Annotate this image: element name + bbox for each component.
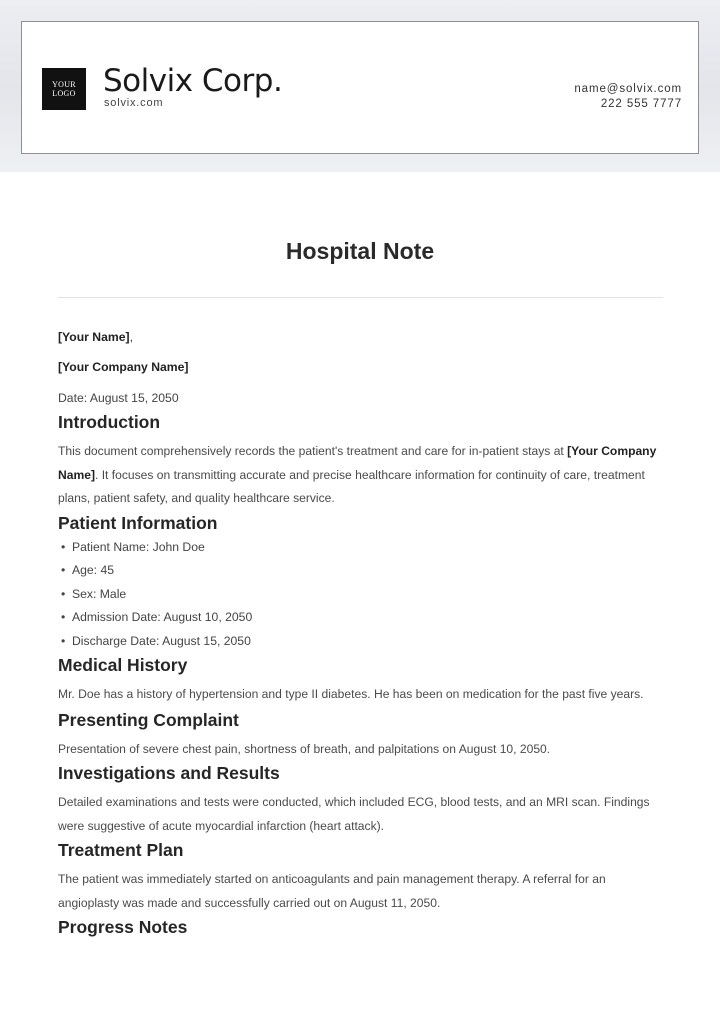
company-logo bbox=[42, 68, 86, 110]
your-name-placeholder: [Your Name] bbox=[58, 330, 130, 344]
list-item: • Sex: Male bbox=[58, 583, 663, 607]
company-name: Solvix Corp. bbox=[103, 63, 283, 99]
contact-phone: 222 555 7777 bbox=[600, 98, 682, 110]
header-band bbox=[0, 0, 720, 172]
introduction-company-placeholder: [Your Company Name] bbox=[58, 444, 657, 482]
introduction-text bbox=[58, 440, 663, 511]
list-item: • Age: 45 bbox=[58, 559, 663, 583]
title-divider bbox=[58, 297, 663, 298]
treatment-plan-text: The patient was immediately started on anticoagulants and pain management therapy. A referral for an angioplasty was made and successfully carried out on August 11, 2050. bbox=[58, 872, 606, 910]
document-date: Date: August 15, 2050 bbox=[58, 391, 179, 405]
letterhead-card bbox=[21, 21, 699, 154]
logo-text-line1: YOUR bbox=[52, 80, 76, 89]
list-item: • Admission Date: August 10, 2050 bbox=[58, 606, 663, 630]
progress-notes-heading: Progress Notes bbox=[58, 917, 188, 937]
list-item: • Patient Name: John Doe bbox=[58, 536, 663, 560]
introduction-text-end: . It focuses on transmitting accurate and precise healthcare information for continuity of care, treatment plans, patient safety, and quality healthcare service. bbox=[58, 467, 645, 505]
presenting-complaint-text: Presentation of severe chest pain, shortness of breath, and palpitations on August 10, 2050. bbox=[58, 741, 551, 756]
list-item: • Discharge Date: August 15, 2050 bbox=[58, 630, 663, 654]
contact-info bbox=[574, 82, 682, 112]
your-name-suffix: , bbox=[129, 330, 133, 344]
document-body bbox=[58, 329, 663, 938]
patient-information-list bbox=[58, 536, 663, 654]
medical-history-heading: Medical History bbox=[58, 655, 188, 675]
introduction-text-start: This document comprehensively records the patient's treatment and care for in-patient stays at bbox=[58, 444, 568, 458]
contact-email: name@solvix.com bbox=[574, 83, 682, 95]
investigations-text: Detailed examinations and tests were conducted, which included ECG, blood tests, and an MRI scan. Findings were suggestive of acute myocardial infarction (heart attack). bbox=[58, 795, 650, 833]
company-website: solvix.com bbox=[104, 97, 164, 109]
document-title: Hospital Note bbox=[285, 238, 435, 264]
treatment-plan-heading: Treatment Plan bbox=[58, 840, 184, 860]
recipient-company-line bbox=[58, 359, 663, 375]
logo-text-line2: LOGO bbox=[52, 89, 76, 98]
introduction-heading: Introduction bbox=[58, 412, 161, 432]
recipient-name-line bbox=[58, 329, 663, 345]
patient-information-heading: Patient Information bbox=[58, 512, 218, 533]
medical-history-text: Mr. Doe has a history of hypertension and type II diabetes. He has been on medication for the past five years. bbox=[58, 687, 644, 701]
presenting-complaint-heading: Presenting Complaint bbox=[58, 709, 239, 730]
company-name-placeholder: [Your Company Name] bbox=[58, 360, 189, 374]
investigations-heading: Investigations and Results bbox=[58, 763, 280, 783]
